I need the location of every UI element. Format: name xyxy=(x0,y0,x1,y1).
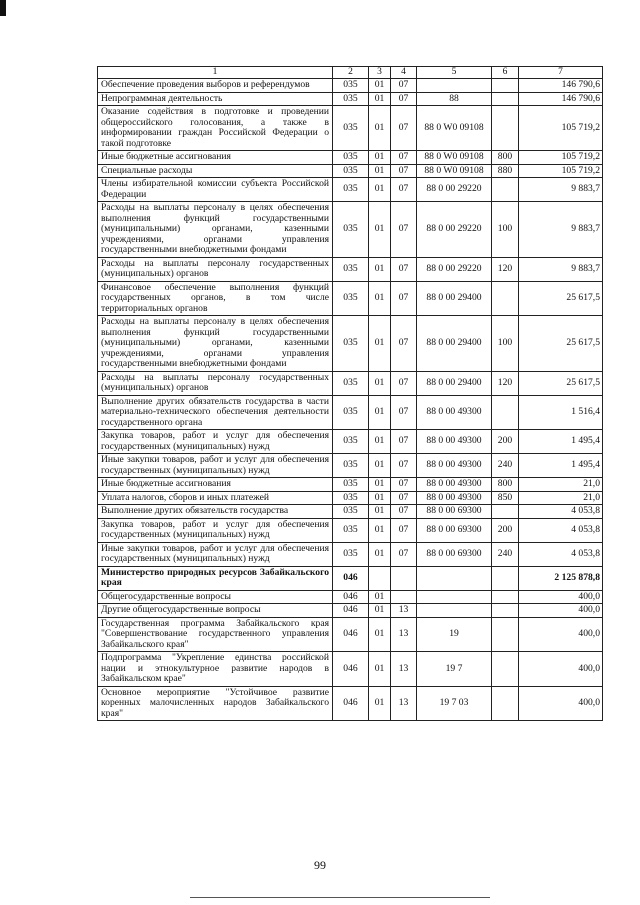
admin-code-cell: 035 xyxy=(333,164,369,178)
expense-type-cell xyxy=(492,652,519,687)
bottom-divider xyxy=(190,897,490,898)
table-row xyxy=(98,604,603,618)
item-name-cell: Подпрограмма "Укрепление единства российской нации и этнокультурное развитие народов в Забайкальском крае" xyxy=(98,652,333,687)
admin-code-cell: 035 xyxy=(333,106,369,151)
table-row xyxy=(98,430,603,454)
expense-type-cell xyxy=(492,604,519,618)
amount-cell: 400,0 xyxy=(519,617,603,652)
table-row xyxy=(98,566,603,590)
target-article-cell: 88 xyxy=(417,92,492,106)
section-code-cell: 01 xyxy=(369,590,391,604)
table-row xyxy=(98,202,603,258)
subsection-code-cell: 07 xyxy=(391,151,417,165)
subsection-code-cell: 13 xyxy=(391,686,417,721)
table-row xyxy=(98,454,603,478)
scan-corner-mark xyxy=(0,0,6,16)
admin-code-cell: 035 xyxy=(333,505,369,519)
amount-cell: 4 053,8 xyxy=(519,518,603,542)
amount-cell: 25 617,5 xyxy=(519,371,603,395)
section-code-cell: 01 xyxy=(369,106,391,151)
table-row xyxy=(98,478,603,492)
table-row xyxy=(98,518,603,542)
target-article-cell: 88 0 00 29220 xyxy=(417,178,492,202)
admin-code-cell: 046 xyxy=(333,617,369,652)
subsection-code-cell: 07 xyxy=(391,92,417,106)
amount-cell: 25 617,5 xyxy=(519,281,603,316)
admin-code-cell: 046 xyxy=(333,652,369,687)
section-code-cell: 01 xyxy=(369,202,391,258)
item-name-cell: Выполнение других обязательств государства xyxy=(98,505,333,519)
subsection-code-cell: 07 xyxy=(391,491,417,505)
expense-type-cell: 100 xyxy=(492,316,519,372)
table-row xyxy=(98,281,603,316)
target-article-cell: 88 0 00 69300 xyxy=(417,518,492,542)
section-code-cell: 01 xyxy=(369,542,391,566)
column-header: 7 xyxy=(519,67,603,79)
section-code-cell: 01 xyxy=(369,257,391,281)
subsection-code-cell: 07 xyxy=(391,202,417,258)
budget-table xyxy=(97,66,603,721)
item-name-cell: Специальные расходы xyxy=(98,164,333,178)
subsection-code-cell xyxy=(391,566,417,590)
amount-cell: 1 495,4 xyxy=(519,454,603,478)
expense-type-cell xyxy=(492,92,519,106)
target-article-cell: 19 7 xyxy=(417,652,492,687)
target-article-cell: 88 0 00 49300 xyxy=(417,491,492,505)
subsection-code-cell: 07 xyxy=(391,430,417,454)
amount-cell: 1 516,4 xyxy=(519,395,603,430)
admin-code-cell: 035 xyxy=(333,281,369,316)
item-name-cell: Основное мероприятие "Устойчивое развитие коренных малочисленных народов Забайкальского края" xyxy=(98,686,333,721)
section-code-cell: 01 xyxy=(369,316,391,372)
expense-type-cell: 200 xyxy=(492,518,519,542)
admin-code-cell: 035 xyxy=(333,79,369,93)
item-name-cell: Расходы на выплаты персоналу в целях обеспечения выполнения функций государственными (муниципальными) органами, казенными учреждениями, органами управления государственными внебюджетными фондами xyxy=(98,202,333,258)
column-header: 5 xyxy=(417,67,492,79)
admin-code-cell: 035 xyxy=(333,202,369,258)
item-name-cell: Члены избирательной комиссии субъекта Российской Федерации xyxy=(98,178,333,202)
expense-type-cell: 120 xyxy=(492,257,519,281)
target-article-cell: 88 0 00 69300 xyxy=(417,505,492,519)
item-name-cell: Оказание содействия в подготовке и проведении общероссийского голосования, а также в информировании граждан Российской Федерации о такой подготовке xyxy=(98,106,333,151)
target-article-cell xyxy=(417,79,492,93)
target-article-cell xyxy=(417,566,492,590)
target-article-cell xyxy=(417,590,492,604)
subsection-code-cell: 07 xyxy=(391,106,417,151)
admin-code-cell: 046 xyxy=(333,604,369,618)
expense-type-cell: 240 xyxy=(492,542,519,566)
target-article-cell: 88 0 00 29400 xyxy=(417,281,492,316)
expense-type-cell: 100 xyxy=(492,202,519,258)
subsection-code-cell: 13 xyxy=(391,604,417,618)
amount-cell: 4 053,8 xyxy=(519,505,603,519)
section-code-cell: 01 xyxy=(369,652,391,687)
section-code-cell: 01 xyxy=(369,164,391,178)
expense-type-cell xyxy=(492,281,519,316)
amount-cell: 146 790,6 xyxy=(519,92,603,106)
column-header: 3 xyxy=(369,67,391,79)
target-article-cell: 88 0 W0 09108 xyxy=(417,151,492,165)
column-header: 2 xyxy=(333,67,369,79)
expense-type-cell: 880 xyxy=(492,164,519,178)
subsection-code-cell xyxy=(391,590,417,604)
amount-cell: 105 719,2 xyxy=(519,151,603,165)
amount-cell: 21,0 xyxy=(519,478,603,492)
amount-cell: 25 617,5 xyxy=(519,316,603,372)
subsection-code-cell: 07 xyxy=(391,371,417,395)
section-code-cell: 01 xyxy=(369,617,391,652)
subsection-code-cell: 07 xyxy=(391,518,417,542)
section-code-cell: 01 xyxy=(369,79,391,93)
table-row xyxy=(98,686,603,721)
target-article-cell xyxy=(417,604,492,618)
item-name-cell: Обеспечение проведения выборов и референдумов xyxy=(98,79,333,93)
table-row xyxy=(98,371,603,395)
item-name-cell: Расходы на выплаты персоналу в целях обеспечения выполнения функций государственными (муниципальными) органами, казенными учреждениями, органами управления государственными внебюджетными фондами xyxy=(98,316,333,372)
table-row xyxy=(98,79,603,93)
amount-cell: 4 053,8 xyxy=(519,542,603,566)
table-row xyxy=(98,652,603,687)
admin-code-cell: 046 xyxy=(333,686,369,721)
expense-type-cell: 800 xyxy=(492,151,519,165)
item-name-cell: Иные закупки товаров, работ и услуг для обеспечения государственных (муниципальных) нужд xyxy=(98,542,333,566)
item-name-cell: Расходы на выплаты персоналу государственных (муниципальных) органов xyxy=(98,257,333,281)
table-row xyxy=(98,491,603,505)
admin-code-cell: 035 xyxy=(333,518,369,542)
expense-type-cell xyxy=(492,106,519,151)
target-article-cell: 88 0 00 49300 xyxy=(417,395,492,430)
target-article-cell: 88 0 00 29220 xyxy=(417,202,492,258)
target-article-cell: 88 0 00 49300 xyxy=(417,454,492,478)
item-name-cell: Непрограммная деятельность xyxy=(98,92,333,106)
subsection-code-cell: 13 xyxy=(391,617,417,652)
column-header: 4 xyxy=(391,67,417,79)
target-article-cell: 88 0 00 49300 xyxy=(417,478,492,492)
admin-code-cell: 035 xyxy=(333,316,369,372)
column-header: 6 xyxy=(492,67,519,79)
expense-type-cell xyxy=(492,590,519,604)
subsection-code-cell: 07 xyxy=(391,281,417,316)
table-row xyxy=(98,395,603,430)
admin-code-cell: 046 xyxy=(333,590,369,604)
target-article-cell: 19 xyxy=(417,617,492,652)
table-row xyxy=(98,590,603,604)
expense-type-cell xyxy=(492,617,519,652)
subsection-code-cell: 07 xyxy=(391,316,417,372)
amount-cell: 2 125 878,8 xyxy=(519,566,603,590)
table-row xyxy=(98,164,603,178)
admin-code-cell: 035 xyxy=(333,257,369,281)
item-name-cell: Финансовое обеспечение выполнения функций государственных органов, в том числе территориальных органов xyxy=(98,281,333,316)
target-article-cell: 88 0 00 29220 xyxy=(417,257,492,281)
admin-code-cell: 035 xyxy=(333,371,369,395)
target-article-cell: 88 0 00 49300 xyxy=(417,430,492,454)
subsection-code-cell: 07 xyxy=(391,478,417,492)
amount-cell: 400,0 xyxy=(519,686,603,721)
subsection-code-cell: 07 xyxy=(391,164,417,178)
subsection-code-cell: 07 xyxy=(391,542,417,566)
table-row xyxy=(98,92,603,106)
target-article-cell: 88 0 00 69300 xyxy=(417,542,492,566)
column-header: 1 xyxy=(98,67,333,79)
table-row xyxy=(98,178,603,202)
item-name-cell: Иные бюджетные ассигнования xyxy=(98,151,333,165)
section-code-cell: 01 xyxy=(369,604,391,618)
item-name-cell: Закупка товаров, работ и услуг для обеспечения государственных (муниципальных) нужд xyxy=(98,430,333,454)
expense-type-cell xyxy=(492,505,519,519)
amount-cell: 21,0 xyxy=(519,491,603,505)
table-row xyxy=(98,617,603,652)
item-name-cell: Другие общегосударственные вопросы xyxy=(98,604,333,618)
section-code-cell: 01 xyxy=(369,505,391,519)
amount-cell: 400,0 xyxy=(519,590,603,604)
expense-type-cell: 240 xyxy=(492,454,519,478)
section-code-cell: 01 xyxy=(369,281,391,316)
item-name-cell: Уплата налогов, сборов и иных платежей xyxy=(98,491,333,505)
admin-code-cell: 035 xyxy=(333,454,369,478)
subsection-code-cell: 07 xyxy=(391,257,417,281)
expense-type-cell: 850 xyxy=(492,491,519,505)
table-row xyxy=(98,505,603,519)
amount-cell: 105 719,2 xyxy=(519,106,603,151)
expense-type-cell xyxy=(492,79,519,93)
expense-type-cell: 200 xyxy=(492,430,519,454)
expense-type-cell: 120 xyxy=(492,371,519,395)
section-code-cell: 01 xyxy=(369,430,391,454)
section-code-cell: 01 xyxy=(369,686,391,721)
amount-cell: 146 790,6 xyxy=(519,79,603,93)
section-code-cell: 01 xyxy=(369,491,391,505)
section-code-cell: 01 xyxy=(369,178,391,202)
amount-cell: 1 495,4 xyxy=(519,430,603,454)
target-article-cell: 88 0 00 29400 xyxy=(417,371,492,395)
admin-code-cell: 035 xyxy=(333,478,369,492)
subsection-code-cell: 07 xyxy=(391,395,417,430)
item-name-cell: Расходы на выплаты персоналу государственных (муниципальных) органов xyxy=(98,371,333,395)
amount-cell: 9 883,7 xyxy=(519,202,603,258)
admin-code-cell: 035 xyxy=(333,178,369,202)
table-row xyxy=(98,106,603,151)
subsection-code-cell: 07 xyxy=(391,454,417,478)
amount-cell: 400,0 xyxy=(519,652,603,687)
section-code-cell: 01 xyxy=(369,518,391,542)
table-row xyxy=(98,151,603,165)
amount-cell: 400,0 xyxy=(519,604,603,618)
item-name-cell: Государственная программа Забайкальского края "Совершенствование государственного управления Забайкальского края" xyxy=(98,617,333,652)
expense-type-cell xyxy=(492,686,519,721)
admin-code-cell: 035 xyxy=(333,151,369,165)
table-row xyxy=(98,257,603,281)
table-row xyxy=(98,316,603,372)
item-name-cell: Иные бюджетные ассигнования xyxy=(98,478,333,492)
admin-code-cell: 046 xyxy=(333,566,369,590)
item-name-cell: Иные закупки товаров, работ и услуг для обеспечения государственных (муниципальных) нужд xyxy=(98,454,333,478)
section-code-cell xyxy=(369,566,391,590)
table-row xyxy=(98,542,603,566)
item-name-cell: Министерство природных ресурсов Забайкальского края xyxy=(98,566,333,590)
section-code-cell: 01 xyxy=(369,454,391,478)
section-code-cell: 01 xyxy=(369,371,391,395)
subsection-code-cell: 07 xyxy=(391,505,417,519)
section-code-cell: 01 xyxy=(369,395,391,430)
page-number: 99 xyxy=(314,858,326,872)
target-article-cell: 19 7 03 xyxy=(417,686,492,721)
target-article-cell: 88 0 W0 09108 xyxy=(417,106,492,151)
target-article-cell: 88 0 00 29400 xyxy=(417,316,492,372)
section-code-cell: 01 xyxy=(369,92,391,106)
subsection-code-cell: 07 xyxy=(391,79,417,93)
admin-code-cell: 035 xyxy=(333,542,369,566)
item-name-cell: Общегосударственные вопросы xyxy=(98,590,333,604)
subsection-code-cell: 07 xyxy=(391,178,417,202)
target-article-cell: 88 0 W0 09108 xyxy=(417,164,492,178)
admin-code-cell: 035 xyxy=(333,430,369,454)
expense-type-cell: 800 xyxy=(492,478,519,492)
expense-type-cell xyxy=(492,178,519,202)
item-name-cell: Выполнение других обязательств государства в части материально-технического обеспечения деятельности государственного органа xyxy=(98,395,333,430)
amount-cell: 9 883,7 xyxy=(519,178,603,202)
admin-code-cell: 035 xyxy=(333,92,369,106)
item-name-cell: Закупка товаров, работ и услуг для обеспечения государственных (муниципальных) нужд xyxy=(98,518,333,542)
expense-type-cell xyxy=(492,395,519,430)
column-number-row xyxy=(98,67,603,79)
expense-type-cell xyxy=(492,566,519,590)
amount-cell: 9 883,7 xyxy=(519,257,603,281)
admin-code-cell: 035 xyxy=(333,395,369,430)
section-code-cell: 01 xyxy=(369,478,391,492)
amount-cell: 105 719,2 xyxy=(519,164,603,178)
section-code-cell: 01 xyxy=(369,151,391,165)
admin-code-cell: 035 xyxy=(333,491,369,505)
subsection-code-cell: 13 xyxy=(391,652,417,687)
